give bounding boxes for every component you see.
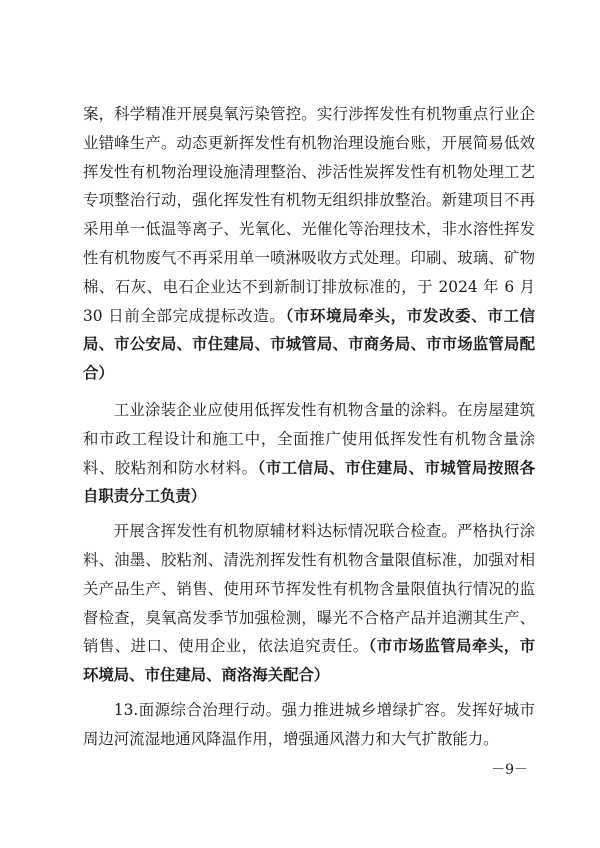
paragraph-1-responsibility: （市环境局牵头，市发改委、市工信局、市公安局、市住建局、市城管局、市商务局、市市场监管局配合） xyxy=(83,306,535,383)
paragraph-3 xyxy=(83,517,535,690)
paragraph-3-responsibility: （市市场监管局牵头，市环境局、市住建局、商洛海关配合） xyxy=(83,637,535,685)
paragraph-2-responsibility: （市工信局、市住建局、市城管局按照各自职责分工负责） xyxy=(83,458,535,506)
paragraph-1-text: 案，科学精准开展臭氧污染管控。实行涉挥发性有机物重点行业企业错峰生产。动态更新挥发性有机物治理设施台账，开展简易低效挥发性有机物治理设施清理整治、涉活性炭挥发性有机物处理工艺专项整治行动，强化挥发性有机物无组织排放整治。新建项目不再采用单一低温等离子、光氧化、光催化等治理技术，非水溶性挥发性有机物废气不再采用单一喷淋吸收方式处理。印刷、玻璃、矿物棉、石灰、电石企业达不到新制订排放标准的，于 2024 年 6 月 30 日前全部完成提标改造。 xyxy=(83,105,535,325)
paragraph-2 xyxy=(83,396,535,511)
paragraph-4 xyxy=(83,696,535,754)
page-number: －9－ xyxy=(491,762,528,778)
paragraph-3-text: 开展含挥发性有机物原辅材料达标情况联合检查。严格执行涂料、油墨、胶粘剂、清洗剂挥发性有机物含量限值标准，加强对相关产品生产、销售、使用环节挥发性有机物含量限值执行情况的监督检查，臭氧高发季节加强检测，曝光不合格产品并追溯其生产、销售、进口、使用企业，依法追究责任。 xyxy=(83,522,535,656)
document-body xyxy=(83,100,535,760)
paragraph-4-text: 13.面源综合治理行动。强力推进城乡增绿扩容。发挥好城市周边河流湿地通风降温作用，增强通风潜力和大气扩散能力。 xyxy=(83,700,535,748)
paragraph-2-text: 工业涂装企业应使用低挥发性有机物含量的涂料。在房屋建筑和市政工程设计和施工中，全面推广使用低挥发性有机物含量涂料、胶粘剂和防水材料。 xyxy=(83,400,535,477)
paragraph-1 xyxy=(83,100,535,388)
